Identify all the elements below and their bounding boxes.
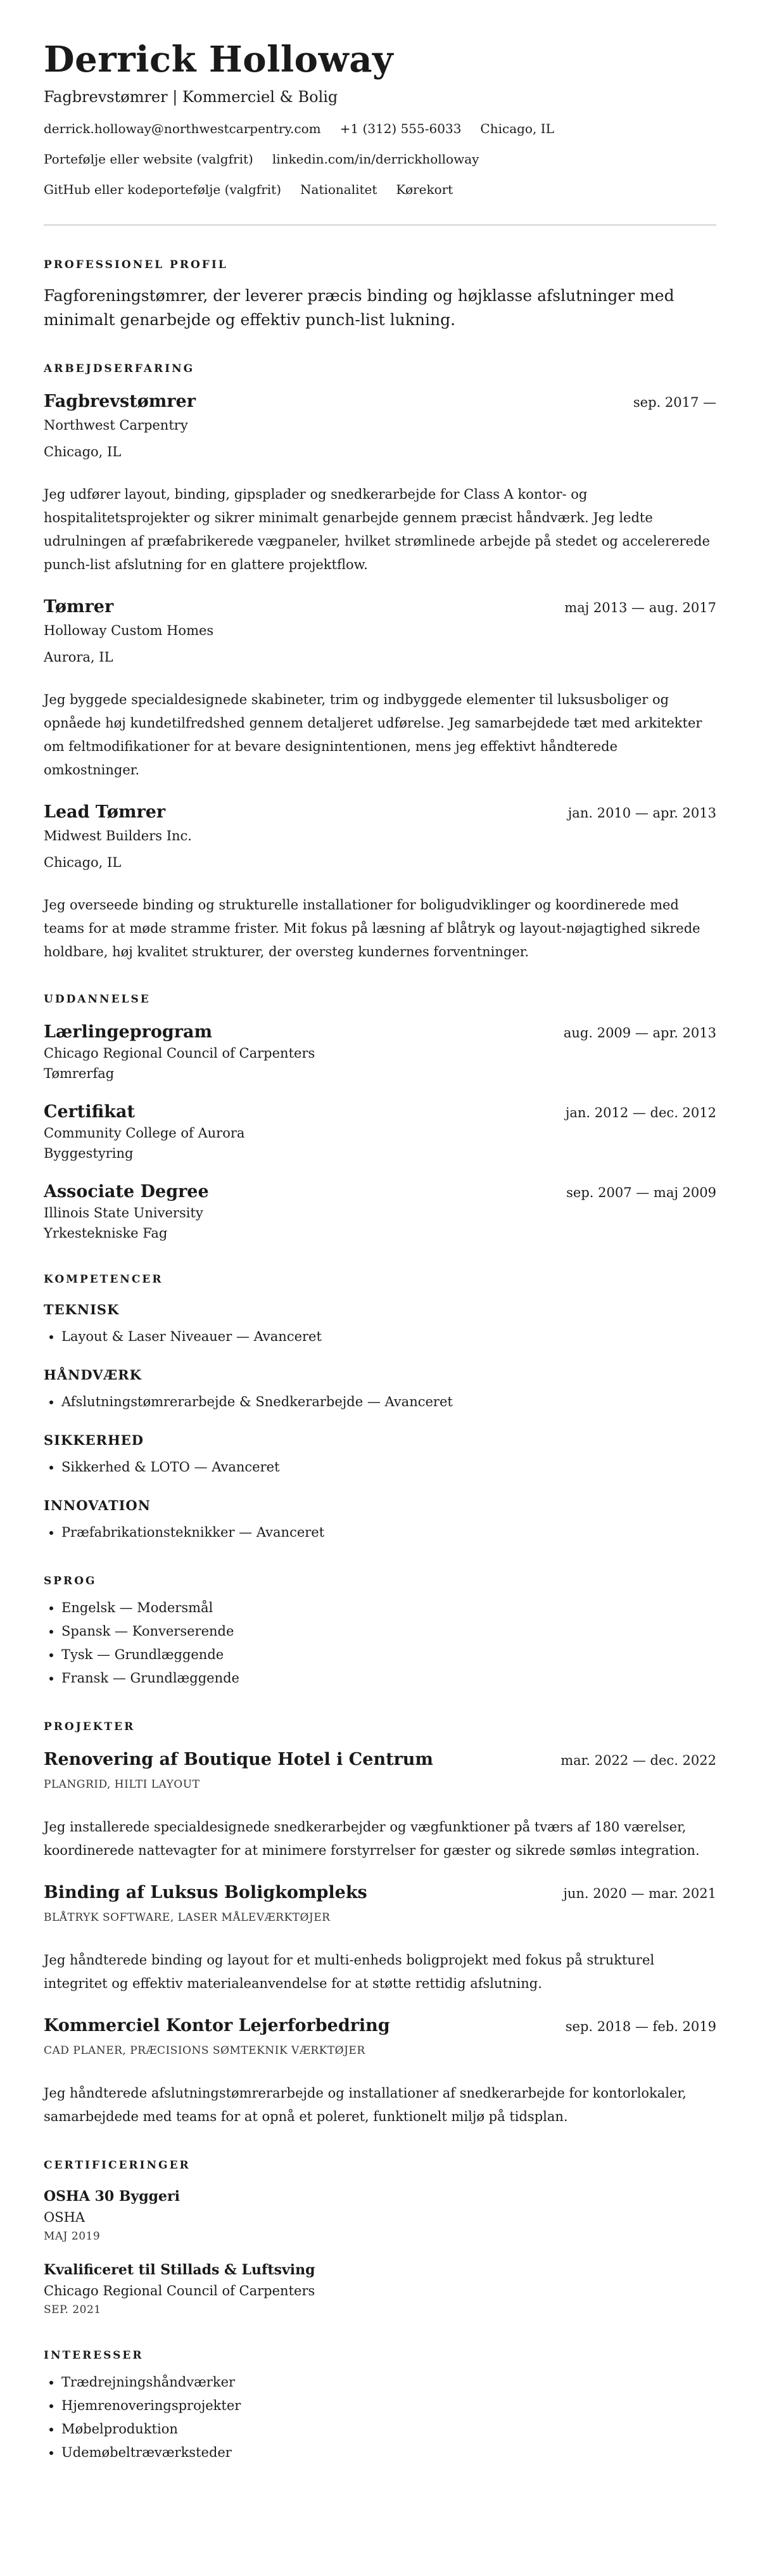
job-company: Northwest Carpentry <box>44 418 188 433</box>
resume-header <box>44 37 716 200</box>
interests-section <box>44 2348 716 2464</box>
language-item: • Tysk — Grundlæggende <box>61 1643 716 1667</box>
certifications-section <box>44 2158 716 2319</box>
location-text: Chicago, IL <box>480 121 554 136</box>
certification-name: OSHA 30 Byggeri <box>44 2188 180 2205</box>
education-degree: Lærlingeprogram <box>44 1022 213 1042</box>
job-location: Aurora, IL <box>44 650 113 665</box>
languages-section <box>44 1573 716 1690</box>
project-name: Renovering af Boutique Hotel i Centrum <box>44 1750 433 1769</box>
education-item <box>44 1181 716 1244</box>
experience-item <box>44 596 716 782</box>
project-description: Jeg installerede specialdesignede snedkerarbejder og vægfunktioner på tværs af 180 værelser, koordinerede nattevagter for at minimere forstyrrelser for gæster og sikrede sømløs integration. <box>44 1819 700 1858</box>
certification-issuer: OSHA <box>44 2210 86 2225</box>
job-role: Tømrer <box>44 597 114 617</box>
interest-list <box>44 2371 716 2464</box>
education-section <box>44 992 716 1244</box>
skill-group-title: TEKNISK <box>44 1302 120 1317</box>
section-title-languages: SPROG <box>44 1575 97 1587</box>
certification-name: Kvalificeret til Stillads & Luftsving <box>44 2262 315 2278</box>
section-title-projects: PROJEKTER <box>44 1721 136 1733</box>
job-role: Fagbrevstømrer <box>44 392 196 411</box>
education-field: Byggestyring <box>44 1146 134 1161</box>
linkedin-link[interactable]: linkedin.com/in/derrickholloway <box>272 151 479 167</box>
education-dates: sep. 2007 — maj 2009 <box>566 1185 716 1200</box>
job-dates: maj 2013 — aug. 2017 <box>564 600 716 615</box>
drivers-license-text: Kørekort <box>396 182 453 197</box>
section-title-skills: KOMPETENCER <box>44 1273 163 1286</box>
language-item: • Fransk — Grundlæggende <box>61 1667 716 1690</box>
job-company: Midwest Builders Inc. <box>44 828 192 843</box>
education-degree: Certifikat <box>44 1102 135 1122</box>
skill-group-title: INNOVATION <box>44 1497 151 1513</box>
nationality-text: Nationalitet <box>300 182 377 197</box>
project-dates: mar. 2022 — dec. 2022 <box>560 1753 716 1768</box>
contact-row-links <box>44 148 716 170</box>
profile-section <box>44 257 716 332</box>
language-item: • Engelsk — Modersmål <box>61 1596 716 1620</box>
certification-date: SEP. 2021 <box>44 2304 101 2316</box>
project-tools: BLÅTRYK SOFTWARE, LASER MÅLEVÆRKTØJER <box>44 1911 331 1924</box>
job-location: Chicago, IL <box>44 444 122 459</box>
education-school: Illinois State University <box>44 1205 203 1221</box>
skill-list <box>44 1456 716 1479</box>
interest-item: • Møbelproduktion <box>61 2418 716 2441</box>
project-description: Jeg håndterede binding og layout for et multi-enheds boligprojekt med fokus på strukturel integritet og effektiv materialeanvendelse for at støtte rettidig afslutning. <box>44 1952 655 1991</box>
education-school: Community College of Aurora <box>44 1125 245 1141</box>
skill-item: • Præfabrikationsteknikker — Avanceret <box>61 1521 716 1544</box>
project-item <box>44 1748 716 1862</box>
section-title-education: UDDANNELSE <box>44 993 151 1006</box>
education-field: Tømrerfag <box>44 1066 115 1081</box>
experience-section <box>44 361 716 964</box>
job-description: Jeg byggede specialdesignede skabineter, trim og indbyggede elementer til luksusboliger og opnåede høj kundetilfredshed gennem detaljeret udførelse. Jeg samarbejdede tæt med arkitekter om feltmodifikationer for at bevare designintentionen, mens jeg effektivt håndterede omkostninger. <box>44 692 702 778</box>
section-title-profile: PROFESSIONEL PROFIL <box>44 259 228 271</box>
language-list <box>44 1596 716 1690</box>
project-name: Binding af Luksus Boligkompleks <box>44 1883 367 1902</box>
project-item <box>44 2015 716 2129</box>
profile-summary: Fagforeningstømrer, der leverer præcis binding og højklasse afslutninger med minimalt genarbejde og effektiv punch-list lukning. <box>44 286 674 329</box>
certification-item <box>44 2186 716 2245</box>
section-title-certifications: CERTIFICERINGER <box>44 2159 191 2172</box>
interest-item: • Udemøbeltræværksteder <box>61 2441 716 2464</box>
section-title-experience: ARBEJDSERFARING <box>44 362 195 375</box>
interest-item: • Trædrejningshåndværker <box>61 2371 716 2394</box>
education-item <box>44 1021 716 1084</box>
interest-item: • Hjemrenoveringsprojekter <box>61 2394 716 2418</box>
phone-link[interactable]: +1 (312) 555-6033 <box>339 121 462 136</box>
education-school: Chicago Regional Council of Carpenters <box>44 1046 315 1061</box>
project-item <box>44 1881 716 1996</box>
github-link[interactable]: GitHub eller kodeportefølje (valgfrit) <box>44 182 282 197</box>
project-description: Jeg håndterede afslutningstømrerarbejde og installationer af snedkerarbejde for kontorlokaler, samarbejdede med teams for at opnå et poleret, funktionelt miljø på tidsplan. <box>44 2086 687 2124</box>
skill-item: • Layout & Laser Niveauer — Avanceret <box>61 1325 716 1349</box>
skill-list <box>44 1390 716 1414</box>
job-dates: jan. 2010 — apr. 2013 <box>567 805 716 821</box>
candidate-name: Derrick Holloway <box>44 39 394 80</box>
education-field: Yrkestekniske Fag <box>44 1226 168 1241</box>
job-role: Lead Tømrer <box>44 802 166 822</box>
education-item <box>44 1101 716 1164</box>
contact-row-extra <box>44 179 716 200</box>
certification-date: MAJ 2019 <box>44 2230 101 2243</box>
project-tools: PLANGRID, HILTI LAYOUT <box>44 1778 200 1791</box>
language-item: • Spansk — Konverserende <box>61 1620 716 1643</box>
skill-item: • Afslutningstømrerarbejde & Snedkerarbejde — Avanceret <box>61 1390 716 1414</box>
job-company: Holloway Custom Homes <box>44 623 214 638</box>
experience-item <box>44 801 716 964</box>
header-divider <box>44 224 716 226</box>
portfolio-link[interactable]: Portefølje eller website (valgfrit) <box>44 151 253 167</box>
project-dates: jun. 2020 — mar. 2021 <box>563 1886 716 1901</box>
certification-issuer: Chicago Regional Council of Carpenters <box>44 2283 315 2298</box>
section-title-interests: INTERESSER <box>44 2349 144 2362</box>
job-description: Jeg overseede binding og strukturelle installationer for boligudviklinger og koordinerede med teams for at møde stramme frister. Mit fokus på læsning af blåtryk og layout-nøjagtighed sikrede holdbare, høj kvalitet strukturer, der oversteg kundernes forventninger. <box>44 897 700 959</box>
experience-item <box>44 390 716 577</box>
projects-section <box>44 1719 716 2129</box>
education-dates: aug. 2009 — apr. 2013 <box>563 1025 716 1041</box>
job-dates: sep. 2017 — <box>633 395 716 410</box>
headline: Fagbrevstømrer | Kommerciel & Bolig <box>44 88 338 106</box>
certification-item <box>44 2259 716 2319</box>
job-location: Chicago, IL <box>44 855 122 870</box>
skill-item: • Sikkerhed & LOTO — Avanceret <box>61 1456 716 1479</box>
project-dates: sep. 2018 — feb. 2019 <box>565 2019 716 2034</box>
skill-list <box>44 1521 716 1544</box>
skill-list <box>44 1325 716 1349</box>
education-dates: jan. 2012 — dec. 2012 <box>565 1105 716 1120</box>
skills-section <box>44 1272 716 1544</box>
skill-group-title: HÅNDVÆRK <box>44 1367 142 1383</box>
email-link[interactable]: derrick.holloway@northwestcarpentry.com <box>44 121 321 136</box>
project-tools: CAD PLANER, PRÆCISIONS SØMTEKNIK VÆRKTØJER <box>44 2044 365 2057</box>
skill-group-title: SIKKERHED <box>44 1432 144 1448</box>
contact-row-primary <box>44 118 716 139</box>
job-description: Jeg udfører layout, binding, gipsplader og snedkerarbejde for Class A kontor- og hospitalitetsprojekter og sikrer minimalt genarbejde gennem præcist håndværk. Jeg ledte udrulningen af præfabrikerede vægpaneler, hvilket strømlinede arbejde på stedet og accelererede punch-list afslutning for en glattere projektflow. <box>44 487 710 572</box>
education-degree: Associate Degree <box>44 1182 209 1201</box>
project-name: Kommerciel Kontor Lejerforbedring <box>44 2016 390 2035</box>
